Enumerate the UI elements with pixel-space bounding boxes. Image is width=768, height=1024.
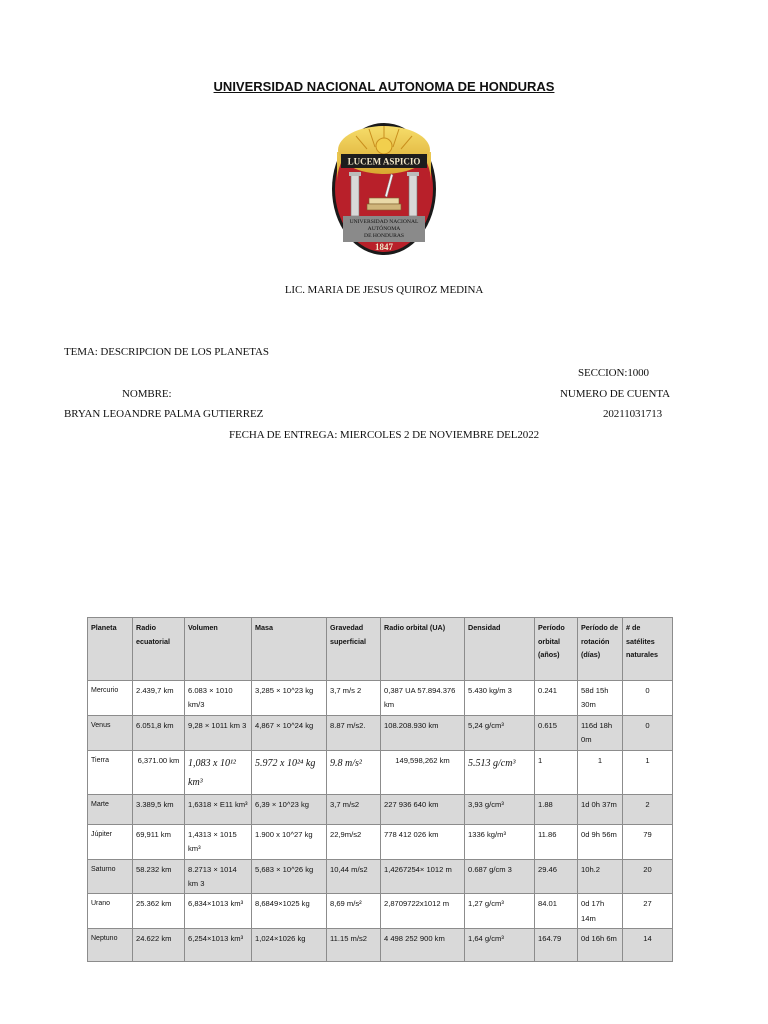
table-cell: 27 xyxy=(623,894,673,929)
table-row xyxy=(88,894,673,929)
seal-year: 1847 xyxy=(375,242,393,252)
table-cell: 11.15 m/s2 xyxy=(327,929,381,962)
header-cell: Período de rotación (días) xyxy=(578,618,623,681)
university-seal xyxy=(331,122,437,256)
section-line: SECCION:1000 xyxy=(578,367,649,379)
seal-name-line2: AUTÓNOMA xyxy=(367,226,401,232)
table-row xyxy=(88,681,673,716)
student-name: BRYAN LEOANDRE PALMA GUTIERREZ xyxy=(64,408,264,420)
header-cell: Período orbital (años) xyxy=(535,618,578,681)
seal-name-line1: UNIVERSIDAD NACIONAL xyxy=(349,219,419,225)
table-cell: Marte xyxy=(88,794,133,824)
table-cell: 1,64 g/cm³ xyxy=(465,929,535,962)
topic-line: TEMA: DESCRIPCION DE LOS PLANETAS xyxy=(64,346,269,358)
table-cell: 108.208.930 km xyxy=(381,715,465,750)
seal-name-line3: DE HONDURAS xyxy=(364,233,404,239)
table-cell: 3.389,5 km xyxy=(133,794,185,824)
table-cell: 1,27 g/cm³ xyxy=(465,894,535,929)
table-cell: 0 xyxy=(623,715,673,750)
table-cell: 0.615 xyxy=(535,715,578,750)
table-cell: 1,083 x 10¹² km³ xyxy=(185,750,252,794)
table-cell: 6,371.00 km xyxy=(133,750,185,794)
table-cell: Tierra xyxy=(88,750,133,794)
table-cell: 8,69 m/s² xyxy=(327,894,381,929)
seal-motto: LUCEM ASPICIO xyxy=(347,156,421,167)
table-cell: 1.900 x 10^27 kg xyxy=(252,824,327,859)
table-cell: 5.972 x 10²⁴ kg xyxy=(252,750,327,794)
header-cell: Radio orbital (UA) xyxy=(381,618,465,681)
header-cell: Gravedad superficial xyxy=(327,618,381,681)
table-cell: Mercurio xyxy=(88,681,133,716)
header-cell: Volumen xyxy=(185,618,252,681)
name-label: NOMBRE: xyxy=(122,388,172,400)
table-cell: 0 xyxy=(623,681,673,716)
university-title: UNIVERSIDAD NACIONAL AUTONOMA DE HONDURAS xyxy=(213,79,555,94)
table-cell: 778 412 026 km xyxy=(381,824,465,859)
table-cell: 2,8709722x1012 m xyxy=(381,894,465,929)
table-row xyxy=(88,794,673,824)
table-cell: 5.430 kg/m 3 xyxy=(465,681,535,716)
table-cell: 9,28 × 1011 km 3 xyxy=(185,715,252,750)
table-cell: 1,4313 × 1015 km³ xyxy=(185,824,252,859)
table-cell: 0d 9h 56m xyxy=(578,824,623,859)
table-cell: Neptuno xyxy=(88,929,133,962)
table-row xyxy=(88,715,673,750)
table-cell: 0d 17h 14m xyxy=(578,894,623,929)
header-cell: # de satélites naturales xyxy=(623,618,673,681)
teacher-name: LIC. MARIA DE JESUS QUIROZ MEDINA xyxy=(284,284,484,296)
table-cell: Venus xyxy=(88,715,133,750)
table-cell: 3,93 g/cm³ xyxy=(465,794,535,824)
table-cell: 0.687 g/cm 3 xyxy=(465,859,535,894)
header-cell: Densidad xyxy=(465,618,535,681)
table-cell: 227 936 640 km xyxy=(381,794,465,824)
table-cell: 8.2713 × 1014 km 3 xyxy=(185,859,252,894)
table-cell: 1.88 xyxy=(535,794,578,824)
table-cell: 25.362 km xyxy=(133,894,185,929)
table-cell: 164.79 xyxy=(535,929,578,962)
table-cell: 6,254×1013 km³ xyxy=(185,929,252,962)
table-cell: 3,285 × 10^23 kg xyxy=(252,681,327,716)
table-row xyxy=(88,824,673,859)
table-cell: 79 xyxy=(623,824,673,859)
table-cell: 0,387 UA 57.894.376 km xyxy=(381,681,465,716)
table-cell: 1,024×1026 kg xyxy=(252,929,327,962)
table-cell: 1,4267254× 1012 m xyxy=(381,859,465,894)
table-cell: 29.46 xyxy=(535,859,578,894)
table-cell: 1336 kg/m³ xyxy=(465,824,535,859)
table-cell: 10h.2 xyxy=(578,859,623,894)
planets-table xyxy=(87,617,673,962)
table-header-row xyxy=(88,618,673,681)
table-cell: 1 xyxy=(578,750,623,794)
table-cell: 5,24 g/cm³ xyxy=(465,715,535,750)
account-label: NUMERO DE CUENTA xyxy=(560,388,670,400)
table-cell: 22,9m/s2 xyxy=(327,824,381,859)
table-cell: 1d 0h 37m xyxy=(578,794,623,824)
table-cell: Júpiter xyxy=(88,824,133,859)
table-cell: 149,598,262 km xyxy=(381,750,465,794)
table-cell: Urano xyxy=(88,894,133,929)
table-cell: 116d 18h 0m xyxy=(578,715,623,750)
table-cell: 2.439,7 km xyxy=(133,681,185,716)
table-cell: 4,867 × 10^24 kg xyxy=(252,715,327,750)
table-cell: 24.622 km xyxy=(133,929,185,962)
table-cell: 0.241 xyxy=(535,681,578,716)
table-cell: 1 xyxy=(623,750,673,794)
table-cell: 6,834×1013 km³ xyxy=(185,894,252,929)
table-cell: 20 xyxy=(623,859,673,894)
table-cell: 58d 15h 30m xyxy=(578,681,623,716)
due-date: FECHA DE ENTREGA: MIERCOLES 2 DE NOVIEMBRE DEL2022 xyxy=(228,429,540,441)
table-cell: 14 xyxy=(623,929,673,962)
table-cell: 84.01 xyxy=(535,894,578,929)
table-cell: 3,7 m/s 2 xyxy=(327,681,381,716)
table-cell: 3,7 m/s2 xyxy=(327,794,381,824)
account-number: 20211031713 xyxy=(603,408,662,420)
table-cell: Saturno xyxy=(88,859,133,894)
table-row xyxy=(88,859,673,894)
table-row xyxy=(88,750,673,794)
header-cell: Masa xyxy=(252,618,327,681)
table-cell: 8.87 m/s2. xyxy=(327,715,381,750)
table-cell: 9.8 m/s² xyxy=(327,750,381,794)
table-cell: 4 498 252 900 km xyxy=(381,929,465,962)
table-cell: 2 xyxy=(623,794,673,824)
table-cell: 11.86 xyxy=(535,824,578,859)
header-cell: Planeta xyxy=(88,618,133,681)
table-cell: 10,44 m/s2 xyxy=(327,859,381,894)
table-cell: 1 xyxy=(535,750,578,794)
table-cell: 58.232 km xyxy=(133,859,185,894)
table-cell: 69,911 km xyxy=(133,824,185,859)
table-cell: 1,6318 × E11 km³ xyxy=(185,794,252,824)
table-row xyxy=(88,929,673,962)
table-cell: 5.513 g/cm³ xyxy=(465,750,535,794)
header-cell: Radio ecuatorial xyxy=(133,618,185,681)
table-cell: 8,6849×1025 kg xyxy=(252,894,327,929)
table-cell: 6.051,8 km xyxy=(133,715,185,750)
table-cell: 0d 16h 6m xyxy=(578,929,623,962)
table-cell: 6.083 × 1010 km/3 xyxy=(185,681,252,716)
table-cell: 6,39 × 10^23 kg xyxy=(252,794,327,824)
table-cell: 5,683 × 10^26 kg xyxy=(252,859,327,894)
